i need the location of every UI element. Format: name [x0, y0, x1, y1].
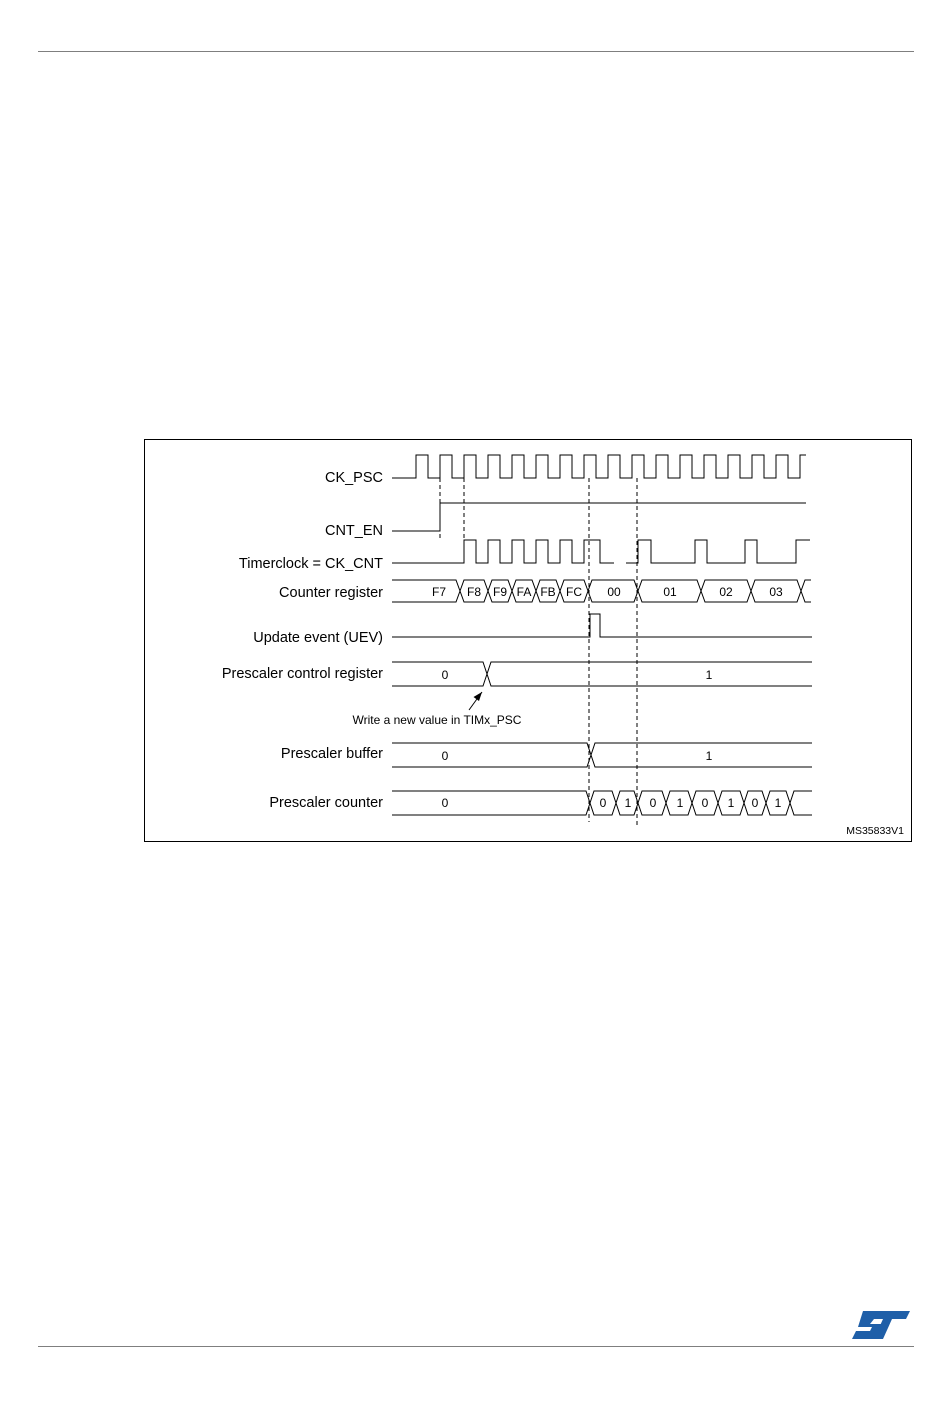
- prescaler-counter-value: 0: [599, 796, 607, 810]
- label-counter-register: Counter register: [279, 585, 383, 601]
- counter-value: FB: [540, 585, 556, 599]
- counter-value: 03: [769, 585, 783, 599]
- figure-id: MS35833V1: [846, 825, 904, 837]
- prescaler-counter-value: 0: [751, 796, 759, 810]
- st-logo-icon: [850, 1308, 912, 1342]
- label-timerclock: Timerclock = CK_CNT: [238, 556, 383, 572]
- prescaler-counter-value: 0: [701, 796, 709, 810]
- prescaler-control-value: 1: [705, 668, 713, 682]
- diagram-frame: [144, 439, 912, 842]
- prescaler-counter-value: 0: [441, 796, 449, 810]
- label-update-event: Update event (UEV): [253, 630, 383, 646]
- label-prescaler-control: Prescaler control register: [221, 666, 383, 682]
- counter-value: FC: [566, 585, 582, 599]
- annotation-text: Write a new value in TIMx_PSC: [352, 713, 522, 727]
- prescaler-buffer-value: 0: [441, 749, 449, 763]
- counter-value: 02: [719, 585, 733, 599]
- counter-value: 00: [607, 585, 621, 599]
- counter-value: F8: [466, 585, 482, 599]
- counter-value: F7: [431, 585, 447, 599]
- footer-rule: [38, 1346, 914, 1347]
- label-cnt-en: CNT_EN: [324, 523, 383, 539]
- counter-value: 01: [663, 585, 677, 599]
- prescaler-counter-value: 1: [624, 796, 632, 810]
- prescaler-counter-value: 1: [676, 796, 684, 810]
- prescaler-control-value: 0: [441, 668, 449, 682]
- label-prescaler-buffer: Prescaler buffer: [280, 746, 383, 762]
- counter-value: FA: [516, 585, 532, 599]
- st-logo-shape: [852, 1311, 910, 1339]
- prescaler-counter-value: 1: [727, 796, 735, 810]
- label-ck-psc: CK_PSC: [324, 470, 383, 486]
- prescaler-counter-value: 1: [774, 796, 782, 810]
- prescaler-counter-value: 0: [649, 796, 657, 810]
- counter-value: F9: [492, 585, 508, 599]
- prescaler-buffer-value: 1: [705, 749, 713, 763]
- label-prescaler-counter: Prescaler counter: [269, 795, 383, 811]
